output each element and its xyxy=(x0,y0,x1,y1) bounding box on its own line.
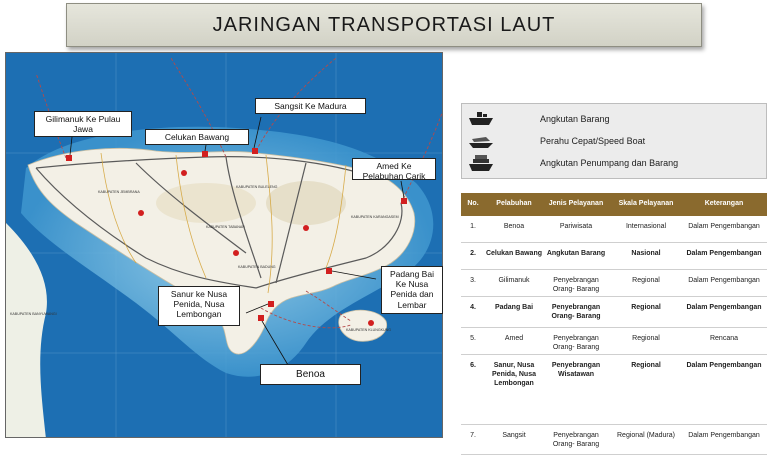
table-cell-scale: Regional xyxy=(631,362,661,369)
cargo-ship-icon xyxy=(468,109,494,129)
legend-item xyxy=(462,109,766,131)
col-header: Skala Pelayanan xyxy=(618,200,674,207)
callout-benoa xyxy=(260,364,361,385)
table-cell-service: Penyebrangan Orang- Barang xyxy=(552,335,600,352)
region-buleleng: KABUPATEN BULELENG xyxy=(236,185,278,189)
table-row xyxy=(461,328,767,355)
table-row xyxy=(461,243,767,270)
port-padang-bai xyxy=(326,268,332,274)
region-jembrana: KABUPATEN JEMBRANA xyxy=(98,190,140,194)
table-cell-service: Penyebrangan Wisatawan xyxy=(551,362,601,379)
table-row xyxy=(461,425,767,455)
table-row xyxy=(461,355,767,425)
legend-label: Angkutan Barang xyxy=(540,114,610,124)
table-cell-service: Penyebrangan Orang- Barang xyxy=(552,432,600,449)
table-cell-no: 2. xyxy=(470,250,476,257)
table-cell-service: Pariwisata xyxy=(559,223,593,230)
table-cell-scale: Regional (Madura) xyxy=(617,432,675,439)
table-cell-scale: Internasional xyxy=(625,223,667,230)
col-header: Jenis Pelayanan xyxy=(548,200,604,207)
city-marker xyxy=(303,225,309,231)
region-badung: KABUPATEN BADUNG xyxy=(238,265,276,269)
table-cell-status: Dalam Pengembangan xyxy=(686,304,762,311)
legend-box xyxy=(461,103,767,179)
city-marker xyxy=(368,320,374,326)
table-cell-status: Dalam Pengembangan xyxy=(688,223,760,230)
table-cell-no: 1. xyxy=(470,223,476,230)
page-title: JARINGAN TRANSPORTASI LAUT xyxy=(212,14,556,36)
table-row xyxy=(461,216,767,243)
table-cell-port: Sanur, Nusa Penida, Nusa Lembongan xyxy=(492,362,536,388)
port-celukan-bawang xyxy=(202,151,208,157)
speed-boat-icon xyxy=(468,131,494,151)
table-cell-port: Padang Bai xyxy=(494,304,534,311)
callout-gilimanuk-text: Gilimanuk Ke Pulau Jawa xyxy=(45,114,121,135)
city-marker xyxy=(181,170,187,176)
table-cell-service: Penyebrangan Orang- Barang xyxy=(552,277,600,294)
table-cell-port: Celukan Bawang xyxy=(485,250,542,257)
table-cell-scale: Nasional xyxy=(631,250,661,257)
table-cell-port: Sangsit xyxy=(502,432,526,439)
table-cell-status: Dalam Pengembangan xyxy=(686,362,762,369)
table-row xyxy=(461,270,767,297)
table-cell-no: 6. xyxy=(470,362,476,369)
table-cell-no: 3. xyxy=(470,277,476,284)
port-benoa xyxy=(258,315,264,321)
table-cell-port: Benoa xyxy=(503,223,525,230)
table-cell-scale: Regional xyxy=(631,304,661,311)
table-cell-no: 7. xyxy=(470,432,476,439)
callout-sanur-text: Sanur ke Nusa Penida, Nusa Lembongan xyxy=(170,289,228,320)
legend-label: Angkutan Penumpang dan Barang xyxy=(540,158,679,168)
table-cell-no: 4. xyxy=(470,304,476,311)
table-cell-service: Penyebrangan Orang- Barang xyxy=(551,304,601,321)
table-header xyxy=(461,193,767,216)
city-marker xyxy=(233,250,239,256)
title-banner xyxy=(66,3,702,47)
callout-gilimanuk xyxy=(34,111,132,137)
port-sanur xyxy=(268,301,274,307)
table-cell-status: Dalam Pengembangan xyxy=(688,432,760,439)
callout-padang-bai-text: Padang Bai Ke Nusa Penida dan Lembar xyxy=(390,269,434,310)
callout-amed-text: Amed Ke Pelabuhan Carik xyxy=(362,161,426,182)
callout-sangsit-text: Sangsit Ke Madura xyxy=(274,101,347,111)
region-tabanan: KABUPATEN TABANAN xyxy=(206,225,245,229)
table-row xyxy=(461,297,767,328)
legend-item xyxy=(462,153,766,175)
region-banyuwangi: KABUPATEN BANYUWANGI xyxy=(10,312,57,316)
region-karangasem: KABUPATEN KARANGASEM xyxy=(351,215,399,219)
table-cell-no: 5. xyxy=(470,335,476,342)
port-sangsit xyxy=(252,148,258,154)
callout-benoa-text: Benoa xyxy=(296,369,325,380)
table-cell-scale: Regional xyxy=(632,277,660,284)
callout-amed xyxy=(352,158,436,180)
callout-sangsit xyxy=(255,98,366,114)
table-cell-status: Dalam Pengembangan xyxy=(686,250,762,257)
callout-celukan-bawang-text: Celukan Bawang xyxy=(164,132,230,142)
col-header: No. xyxy=(467,200,479,207)
legend-label: Perahu Cepat/Speed Boat xyxy=(540,136,646,146)
table-cell-scale: Regional xyxy=(632,335,660,342)
port-table xyxy=(461,193,767,461)
bali-sea-transport-map xyxy=(5,52,443,438)
col-header: Pelabuhan xyxy=(496,200,532,207)
legend-item xyxy=(462,131,766,153)
city-marker xyxy=(138,210,144,216)
callout-padang-bai xyxy=(381,266,443,314)
region-klungkung: KABUPATEN KLUNGKUNG xyxy=(346,328,391,332)
ferry-icon xyxy=(468,153,494,173)
table-cell-status: Dalam Pengembangan xyxy=(688,277,760,284)
col-header: Keterangan xyxy=(704,200,744,207)
table-cell-port: Gilimanuk xyxy=(498,277,530,284)
callout-celukan-bawang xyxy=(145,129,249,145)
table-cell-service: Angkutan Barang xyxy=(546,250,606,257)
port-gilimanuk xyxy=(66,155,72,161)
highland-east xyxy=(266,181,346,225)
callout-sanur xyxy=(158,286,240,326)
table-cell-port: Amed xyxy=(504,335,524,342)
port-amed xyxy=(401,198,407,204)
table-cell-status: Rencana xyxy=(709,335,739,342)
